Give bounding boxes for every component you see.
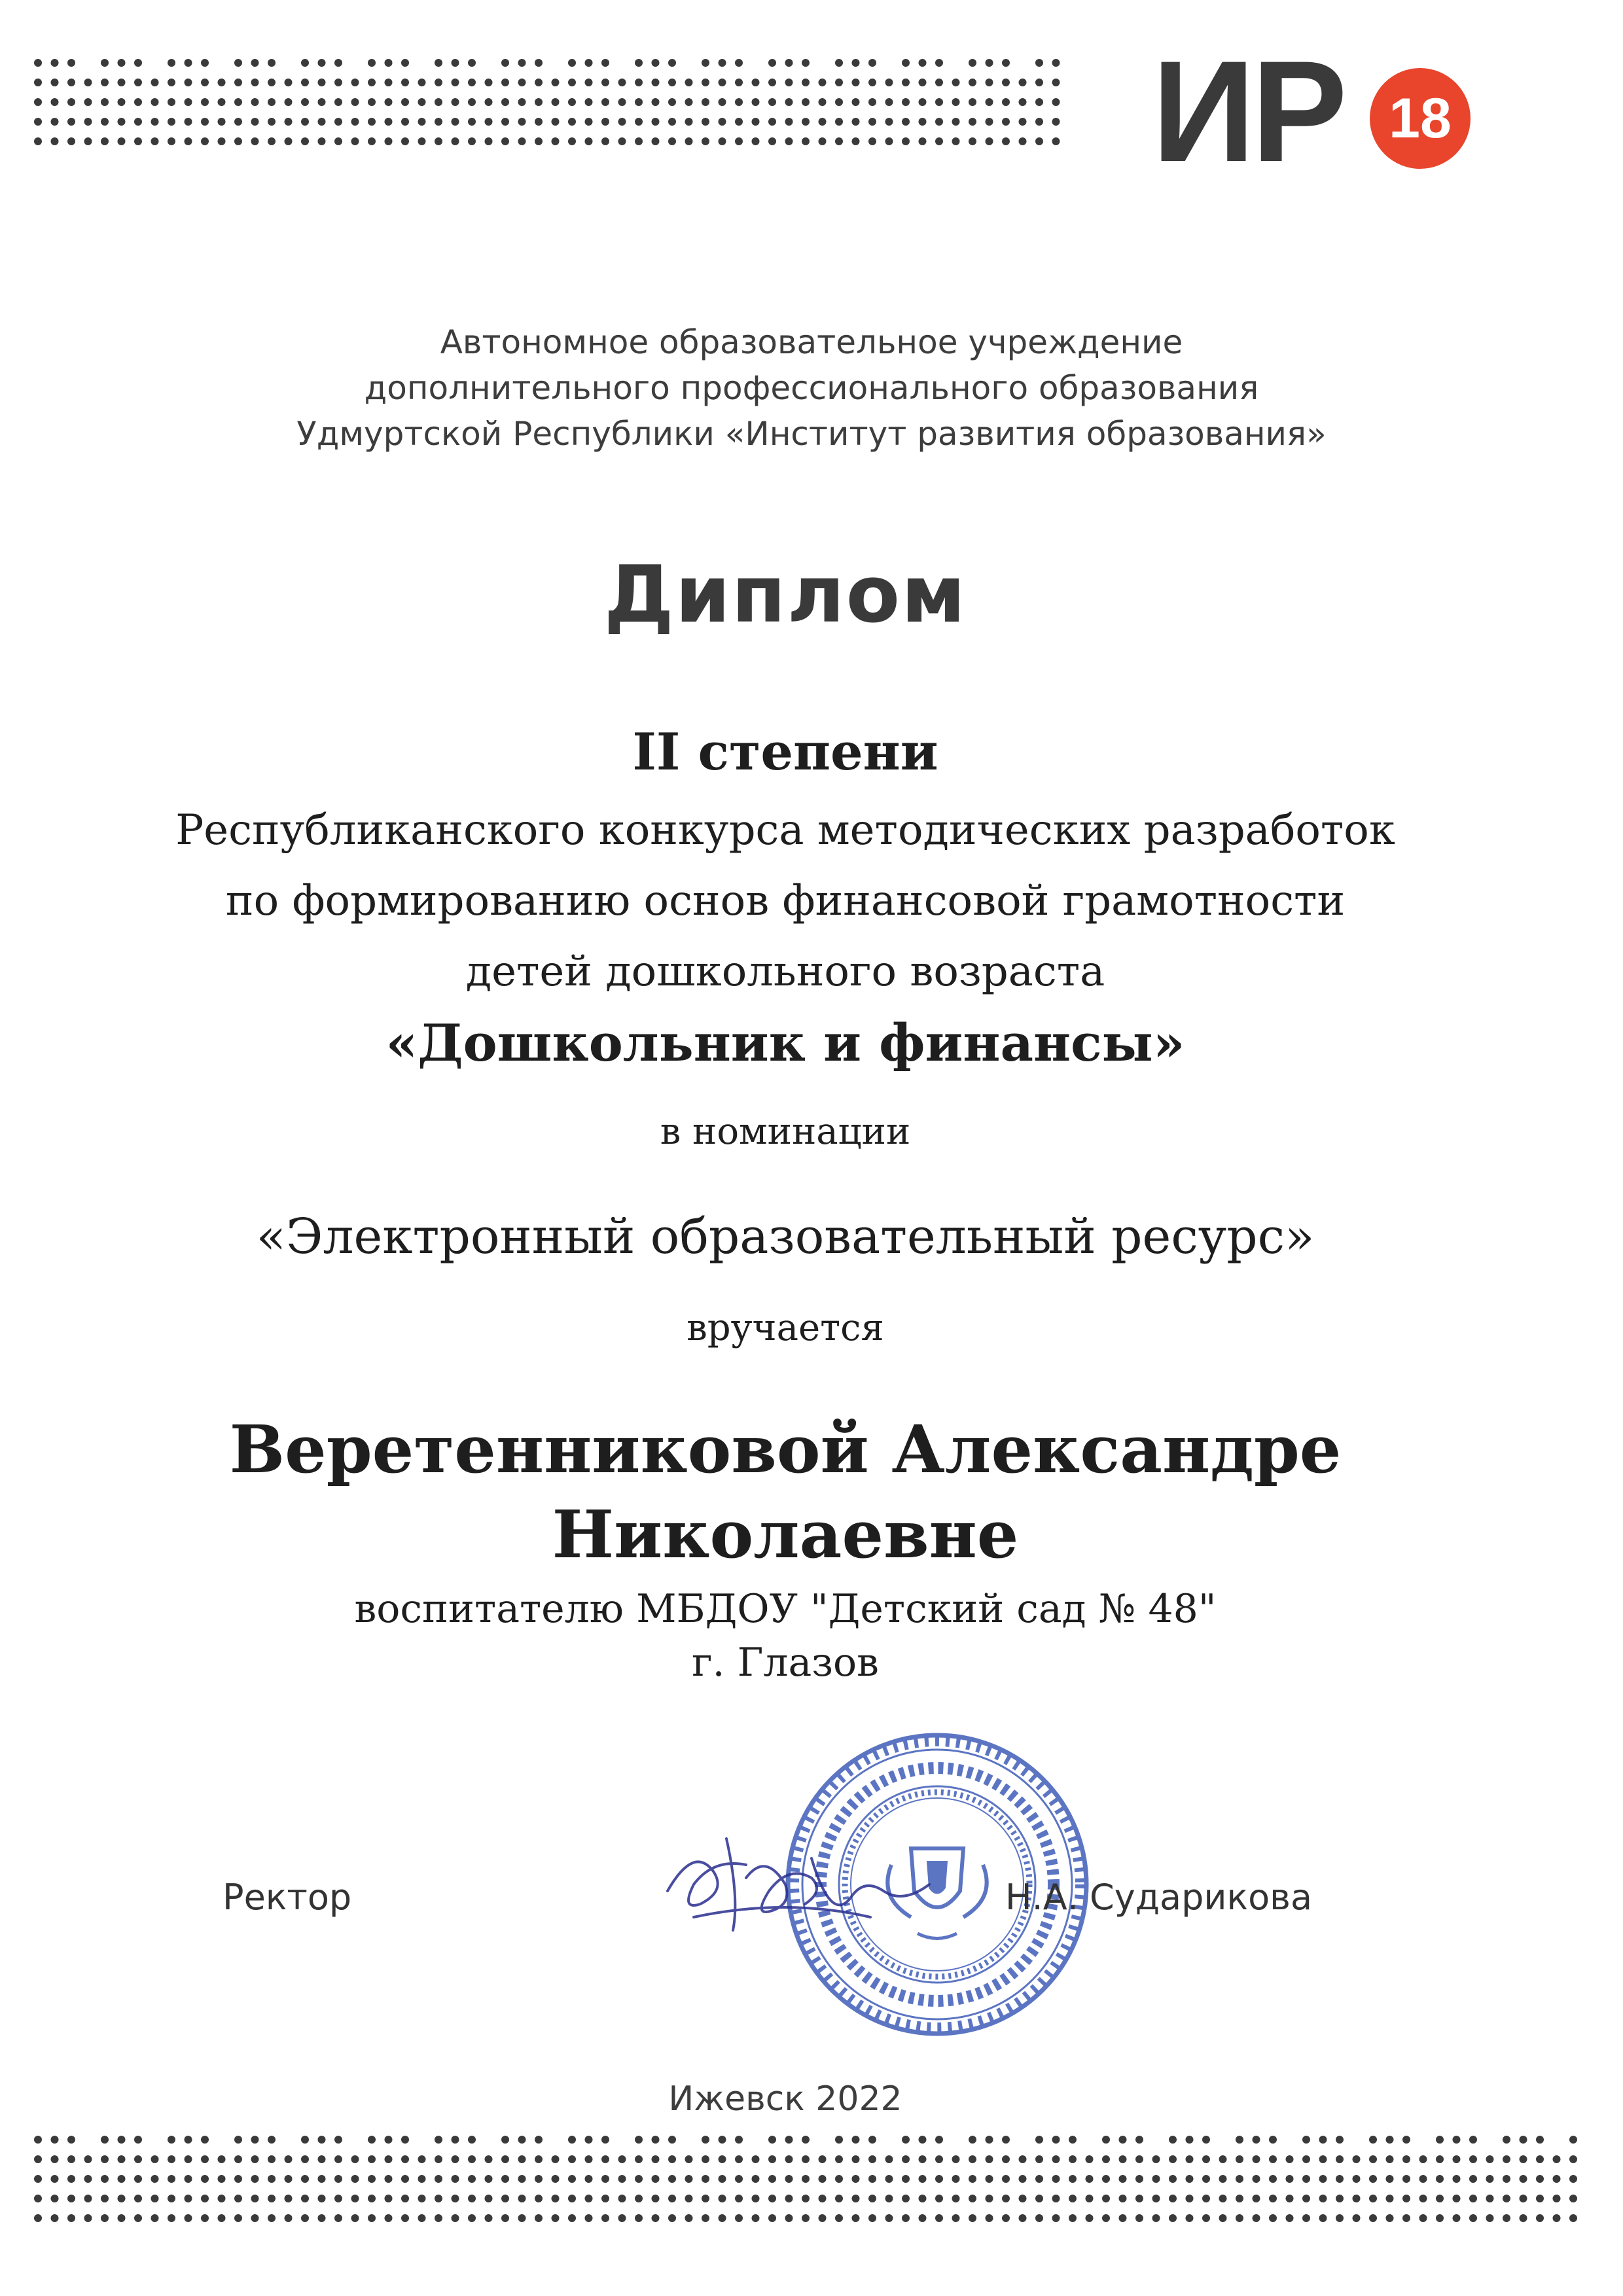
organization-line: Автономное образовательное учреждение [440,323,1183,361]
organization-line: Удмуртской Республики «Институт развития образования» [296,415,1327,453]
rector-title: Ректор [223,1877,352,1918]
logo-badge: 18 [1370,68,1471,169]
position-line: воспитателю МБДОУ "Детский сад № 48" [354,1586,1217,1632]
recipient-name [0,1407,1571,1577]
contest-line: Республиканского конкурса методических разработок [175,806,1395,855]
recipient-position [0,1582,1571,1689]
diploma-title: Диплом [603,550,967,641]
organization-line: дополнительного профессионального образования [364,369,1259,407]
nomination-title: «Электронный образовательный ресурс» [256,1209,1315,1265]
contest-line: по формированию основ финансовой грамотности [225,877,1346,925]
awarded-label: вручается [687,1307,884,1349]
recipient-line: Веретенниковой Александре [229,1411,1342,1488]
contest-name: «Дошкольник и финансы» [385,1014,1185,1073]
logo-text: ИР [1152,31,1344,192]
contest-description [0,795,1571,1007]
nomination-label: в номинации [660,1110,911,1153]
rector-name: Н.А. Сударикова [1005,1877,1313,1918]
decorative-dot-pattern-top [33,58,1067,169]
position-line: г. Глазов [692,1640,879,1686]
recipient-line: Николаевне [552,1496,1019,1573]
rector-signature [654,1819,942,1950]
institute-logo [1152,31,1492,192]
decorative-dot-pattern-bottom [33,2134,1590,2246]
contest-line: детей дошкольного возраста [465,947,1105,996]
organization-name [0,319,1623,457]
diploma-degree: II степени [632,722,938,782]
city-year: Ижевск 2022 [668,2079,902,2119]
